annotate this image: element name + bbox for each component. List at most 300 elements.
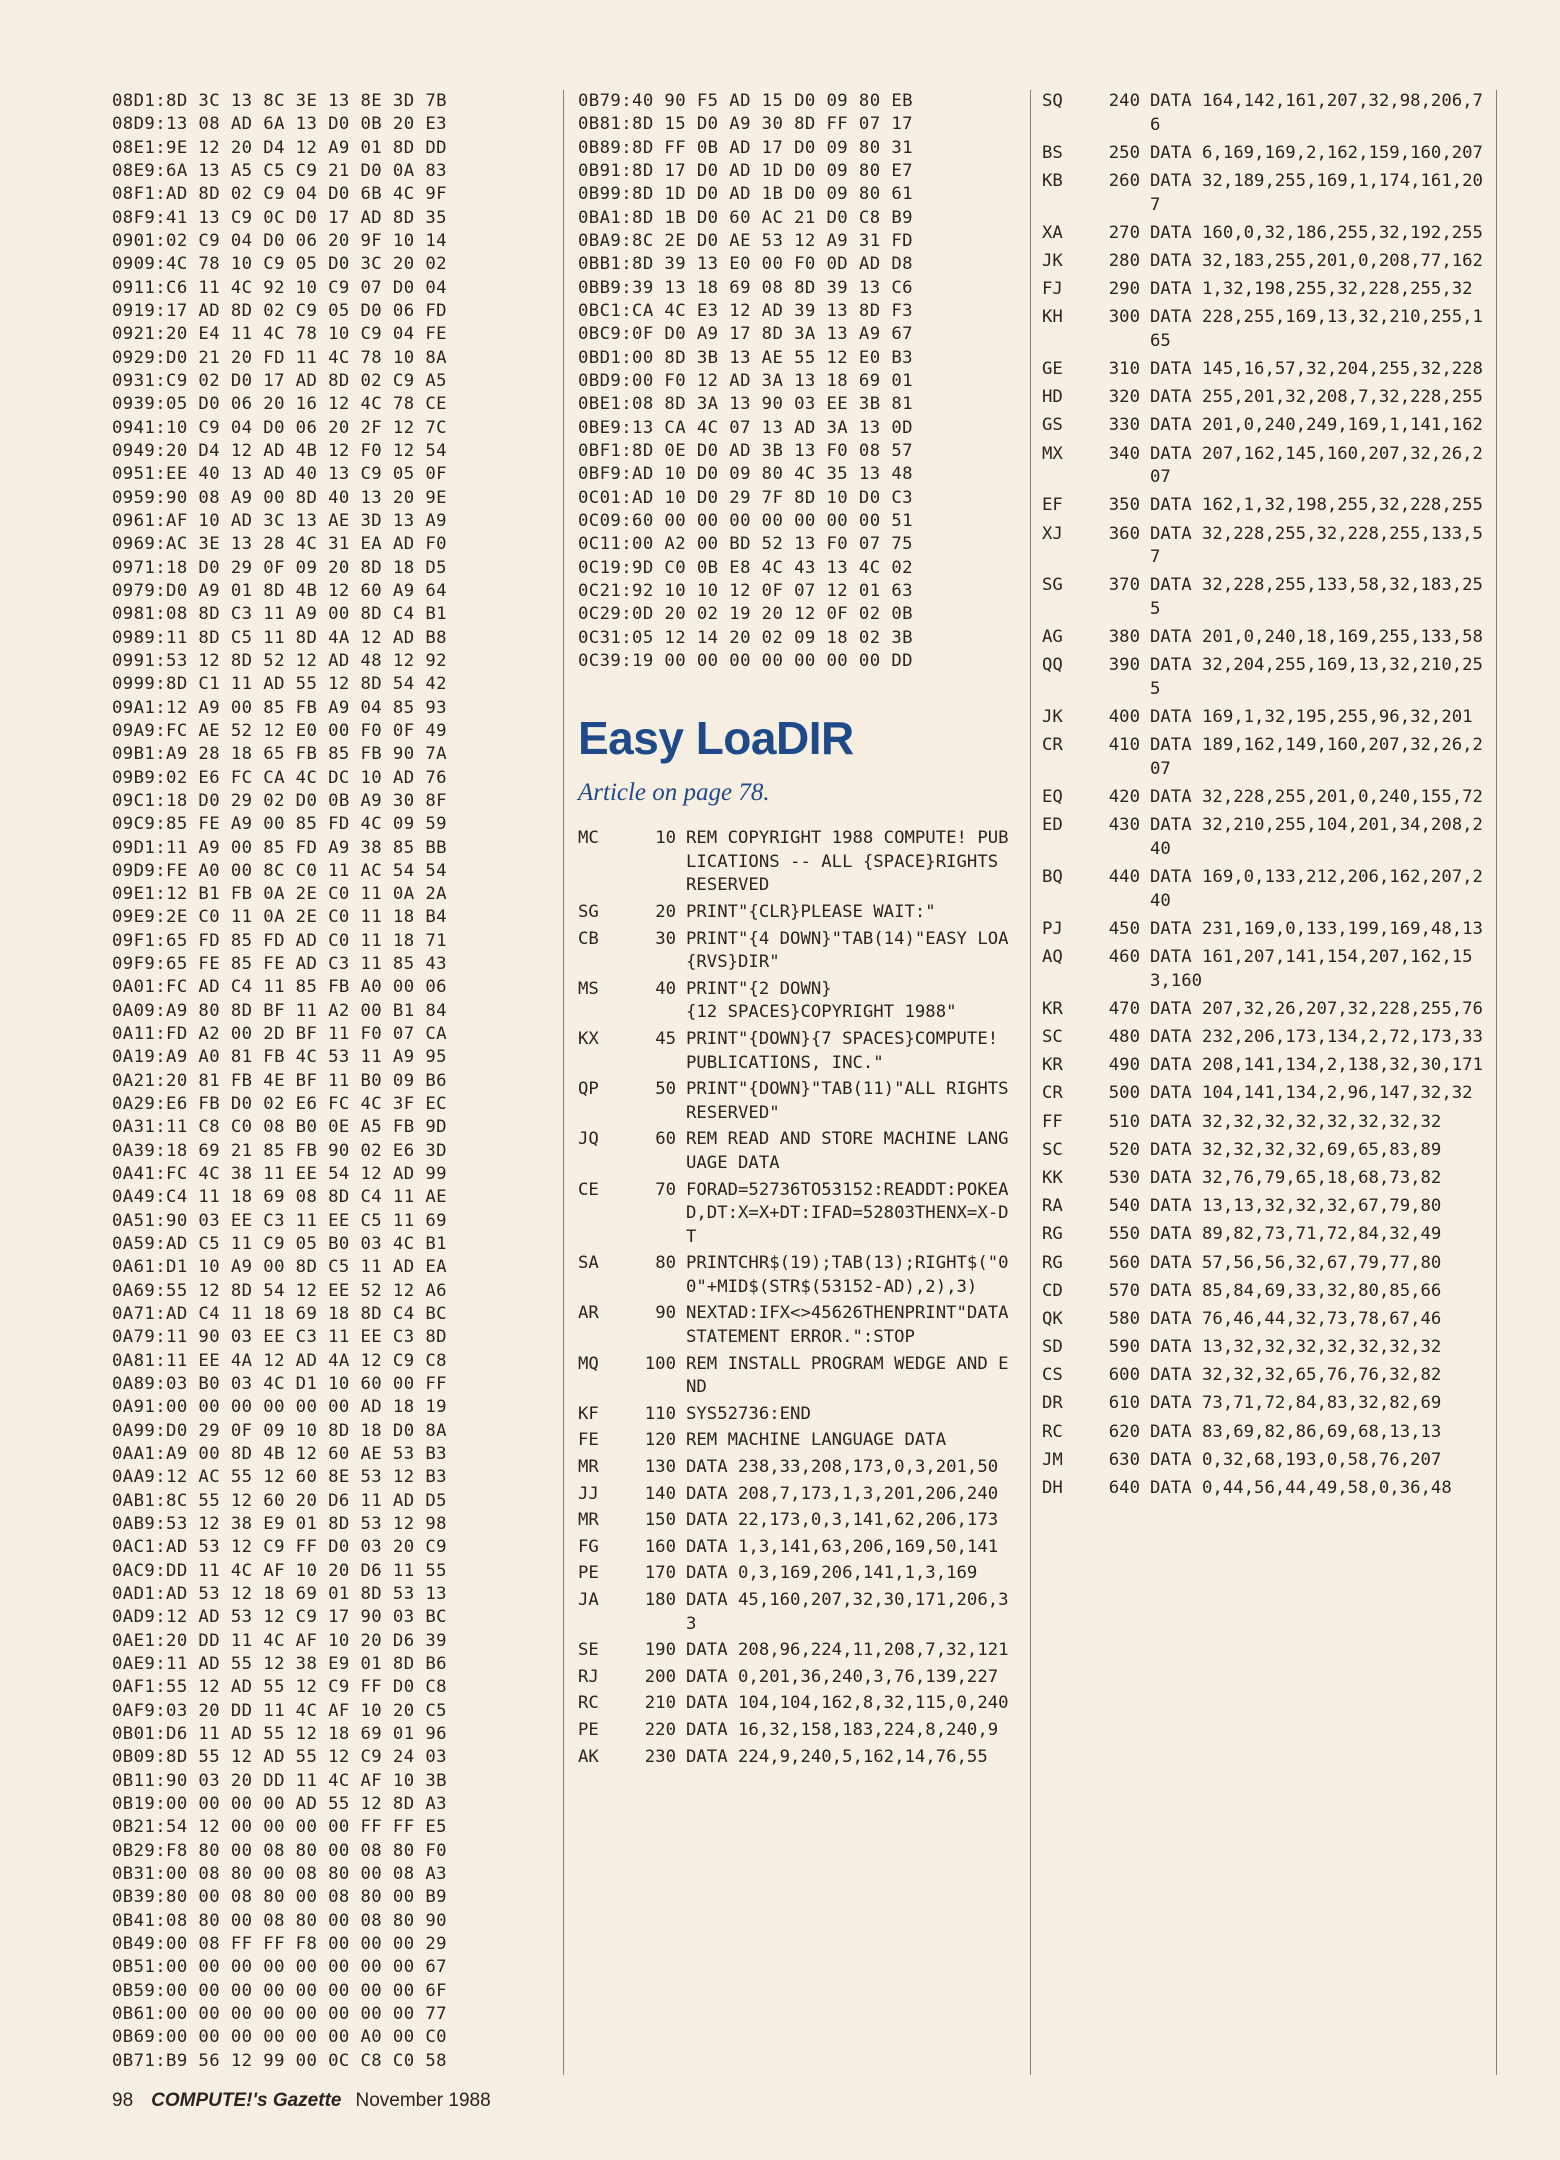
hex-line: 08F1:AD 8D 02 C9 04 D0 6B 4C 9F xyxy=(112,184,447,205)
hex-line: 0B11:90 03 20 DD 11 4C AF 10 3B xyxy=(112,1770,447,1791)
statement-text: DATA 207,32,26,207,32,228,255,76 xyxy=(1150,998,1483,1019)
hex-line: 0A39:18 69 21 85 FB 90 02 E6 3D xyxy=(112,1140,447,1161)
hex-line: 0C29:0D 20 02 19 20 12 0F 02 0B xyxy=(578,604,913,625)
basic-statement xyxy=(1042,1111,1492,1135)
basic-statement xyxy=(1042,414,1492,438)
line-number: 570 xyxy=(1108,1280,1140,1301)
statement-text: DATA 32,183,255,201,0,208,77,162 xyxy=(1150,250,1483,271)
checksum: XJ xyxy=(1042,523,1063,544)
hex-line: 0901:02 C9 04 D0 06 20 9F 10 14 xyxy=(112,230,447,251)
checksum: FF xyxy=(1042,1111,1063,1132)
statement-text: DATA 83,69,82,86,69,68,13,13 xyxy=(1150,1421,1442,1442)
hex-line: 0A99:D0 29 0F 09 10 8D 18 D0 8A xyxy=(112,1420,447,1441)
checksum: SG xyxy=(578,901,599,922)
checksum: JQ xyxy=(578,1129,599,1150)
hex-line: 0BE9:13 CA 4C 07 13 AD 3A 13 0D xyxy=(578,417,913,438)
statement-text: DATA 231,169,0,133,199,169,48,13 xyxy=(1150,918,1483,939)
hex-line: 09B1:A9 28 18 65 FB 85 FB 90 7A xyxy=(112,744,447,765)
hex-line: 0A89:03 B0 03 4C D1 10 60 00 FF xyxy=(112,1374,447,1395)
checksum: AK xyxy=(578,1746,599,1767)
line-number: 400 xyxy=(1108,707,1140,728)
line-number: 260 xyxy=(1108,170,1140,191)
hex-listing-column-2 xyxy=(578,90,1018,673)
basic-statement xyxy=(1042,1026,1492,1050)
hex-line: 0BD1:00 8D 3B 13 AE 55 12 E0 B3 xyxy=(578,347,913,368)
basic-statement xyxy=(578,1028,1018,1075)
hex-line: 0951:EE 40 13 AD 40 13 C9 05 0F xyxy=(112,464,447,485)
basic-statement xyxy=(578,901,1018,925)
checksum: PE xyxy=(578,1563,599,1584)
line-number: 330 xyxy=(1108,415,1140,436)
basic-statement xyxy=(1042,1477,1492,1501)
basic-statement xyxy=(1042,142,1492,166)
statement-text: DATA 32,210,255,104,201,34,208,240 xyxy=(1150,815,1483,859)
line-number: 130 xyxy=(644,1457,676,1478)
basic-statement xyxy=(578,1456,1018,1480)
statement-text: DATA 224,9,240,5,162,14,76,55 xyxy=(686,1746,988,1767)
checksum: DR xyxy=(1042,1393,1063,1414)
line-number: 490 xyxy=(1108,1055,1140,1076)
checksum: MR xyxy=(578,1510,599,1531)
statement-text: DATA 32,32,32,65,76,76,32,82 xyxy=(1150,1365,1442,1386)
statement-text: DATA 0,3,169,206,141,1,3,169 xyxy=(686,1563,978,1584)
statement-text: DATA 162,1,32,198,255,32,228,255 xyxy=(1150,495,1483,516)
line-number: 430 xyxy=(1108,815,1140,836)
checksum: JA xyxy=(578,1590,599,1611)
line-number: 50 xyxy=(655,1079,676,1100)
checksum: RG xyxy=(1042,1224,1063,1245)
basic-statement xyxy=(578,1179,1018,1250)
hex-line: 0A09:A9 80 8D BF 11 A2 00 B1 84 xyxy=(112,1000,447,1021)
hex-line: 09A9:FC AE 52 12 E0 00 F0 0F 49 xyxy=(112,720,447,741)
hex-line: 0AB9:53 12 38 E9 01 8D 53 12 98 xyxy=(112,1514,447,1535)
hex-line: 0A69:55 12 8D 54 12 EE 52 12 A6 xyxy=(112,1280,447,1301)
line-number: 300 xyxy=(1108,307,1140,328)
statement-text: DATA 201,0,240,18,169,255,133,58 xyxy=(1150,627,1483,648)
basic-statement xyxy=(578,1078,1018,1125)
basic-statement xyxy=(1042,998,1492,1022)
statement-text: DATA 32,228,255,32,228,255,133,57 xyxy=(1150,523,1483,568)
line-number: 20 xyxy=(655,901,676,922)
statement-text: DATA 45,160,207,32,30,171,206,33 xyxy=(686,1590,1009,1634)
basic-statement xyxy=(1042,1167,1492,1191)
basic-statement xyxy=(1042,1336,1492,1360)
checksum: FG xyxy=(578,1536,599,1557)
basic-statement xyxy=(578,1639,1018,1663)
hex-line: 0B81:8D 15 D0 A9 30 8D FF 07 17 xyxy=(578,114,913,135)
line-number: 500 xyxy=(1108,1083,1140,1104)
line-number: 180 xyxy=(644,1590,676,1611)
hex-line: 0A19:A9 A0 81 FB 4C 53 11 A9 95 xyxy=(112,1047,447,1068)
line-number: 600 xyxy=(1108,1365,1140,1386)
article-subtitle: Article on page 78. xyxy=(578,779,770,807)
hex-line: 0B61:00 00 00 00 00 00 00 00 77 xyxy=(112,2003,447,2024)
line-number: 320 xyxy=(1108,387,1140,408)
basic-statement xyxy=(1042,250,1492,274)
basic-statement xyxy=(578,1252,1018,1299)
hex-line: 0BC9:0F D0 A9 17 8D 3A 13 A9 67 xyxy=(578,324,913,345)
hex-line: 0AA1:A9 00 8D 4B 12 60 AE 53 B3 xyxy=(112,1444,447,1465)
line-number: 160 xyxy=(644,1536,676,1557)
line-number: 480 xyxy=(1108,1027,1140,1048)
hex-line: 0B21:54 12 00 00 00 00 FF FF E5 xyxy=(112,1817,447,1838)
hex-line: 0A49:C4 11 18 69 08 8D C4 11 AE xyxy=(112,1187,447,1208)
basic-statement xyxy=(578,1719,1018,1743)
hex-line: 0931:C9 02 D0 17 AD 8D 02 C9 A5 xyxy=(112,370,447,391)
column-divider-2 xyxy=(1030,90,1031,2075)
checksum: JK xyxy=(1042,707,1063,728)
checksum: GE xyxy=(1042,359,1063,380)
checksum: CE xyxy=(578,1179,599,1200)
basic-statement xyxy=(578,978,1018,1025)
hex-line: 0A51:90 03 EE C3 11 EE C5 11 69 xyxy=(112,1210,447,1231)
line-number: 560 xyxy=(1108,1252,1140,1273)
issue-date: November 1988 xyxy=(355,2090,491,2111)
basic-statement xyxy=(1042,706,1492,730)
statement-text: DATA 0,32,68,193,0,58,76,207 xyxy=(1150,1449,1442,1470)
statement-text: DATA 13,32,32,32,32,32,32,32 xyxy=(1150,1337,1442,1358)
statement-text: DATA 189,162,149,160,207,32,26,207 xyxy=(1150,735,1483,779)
basic-statement xyxy=(1042,1308,1492,1332)
hex-line: 0959:90 08 A9 00 8D 40 13 20 9E xyxy=(112,487,447,508)
statement-text: DATA 6,169,169,2,162,159,160,207 xyxy=(1150,142,1483,163)
hex-line: 0A59:AD C5 11 C9 05 B0 03 4C B1 xyxy=(112,1234,447,1255)
checksum: CD xyxy=(1042,1280,1063,1301)
basic-statement xyxy=(1042,494,1492,518)
line-number: 100 xyxy=(644,1353,676,1374)
hex-line: 0B91:8D 17 D0 AD 1D D0 09 80 E7 xyxy=(578,160,913,181)
hex-line: 0939:05 D0 06 20 16 12 4C 78 CE xyxy=(112,394,447,415)
basic-statement xyxy=(1042,358,1492,382)
checksum: KR xyxy=(1042,1055,1063,1076)
statement-text: PRINTCHR$(19);TAB(13);RIGHT$("00"+MID$(STR$(53152-AD),2),3) xyxy=(686,1253,1009,1297)
checksum: MX xyxy=(1042,443,1063,464)
hex-line: 0969:AC 3E 13 28 4C 31 EA AD F0 xyxy=(112,534,447,555)
hex-line: 08E1:9E 12 20 D4 12 A9 01 8D DD xyxy=(112,137,447,158)
statement-text: DATA 145,16,57,32,204,255,32,228 xyxy=(1150,359,1483,380)
hex-line: 0A81:11 EE 4A 12 AD 4A 12 C9 C8 xyxy=(112,1350,447,1371)
line-number: 510 xyxy=(1108,1111,1140,1132)
basic-statement xyxy=(1042,734,1492,781)
basic-statement xyxy=(1042,278,1492,302)
hex-line: 0B09:8D 55 12 AD 55 12 C9 24 03 xyxy=(112,1747,447,1768)
statement-text: DATA 208,96,224,11,208,7,32,121 xyxy=(686,1640,1009,1661)
statement-text: DATA 0,44,56,44,49,58,0,36,48 xyxy=(1150,1478,1452,1499)
hex-line: 09C9:85 FE A9 00 85 FD 4C 09 59 xyxy=(112,814,447,835)
basic-statement xyxy=(1042,306,1492,353)
hex-line: 0BB1:8D 39 13 E0 00 F0 0D AD D8 xyxy=(578,254,913,275)
hex-line: 09E1:12 B1 FB 0A 2E C0 11 0A 2A xyxy=(112,884,447,905)
hex-line: 0921:20 E4 11 4C 78 10 C9 04 FE xyxy=(112,324,447,345)
hex-line: 0929:D0 21 20 FD 11 4C 78 10 8A xyxy=(112,347,447,368)
statement-text: DATA 208,141,134,2,138,32,30,171 xyxy=(1150,1055,1483,1076)
hex-line: 0B31:00 08 80 00 08 80 00 08 A3 xyxy=(112,1863,447,1884)
basic-statement xyxy=(1042,626,1492,650)
checksum: CS xyxy=(1042,1365,1063,1386)
checksum: KH xyxy=(1042,307,1063,328)
line-number: 410 xyxy=(1108,735,1140,756)
line-number: 360 xyxy=(1108,523,1140,544)
line-number: 40 xyxy=(655,978,676,999)
checksum: SA xyxy=(578,1253,599,1274)
line-number: 240 xyxy=(1108,91,1140,111)
basic-statement xyxy=(578,1128,1018,1175)
hex-line: 0AA9:12 AC 55 12 60 8E 53 12 B3 xyxy=(112,1467,447,1488)
column-divider-3 xyxy=(1496,90,1497,2075)
checksum: FE xyxy=(578,1430,599,1451)
line-number: 270 xyxy=(1108,222,1140,243)
checksum: MR xyxy=(578,1457,599,1478)
hex-line: 0B01:D6 11 AD 55 12 18 69 01 96 xyxy=(112,1723,447,1744)
hex-line: 0C01:AD 10 D0 29 7F 8D 10 D0 C3 xyxy=(578,487,913,508)
checksum: BS xyxy=(1042,142,1063,163)
line-number: 200 xyxy=(644,1666,676,1687)
checksum: JK xyxy=(1042,250,1063,271)
checksum: AR xyxy=(578,1303,599,1324)
line-number: 140 xyxy=(644,1483,676,1504)
page-footer xyxy=(112,2090,491,2112)
checksum: RC xyxy=(1042,1421,1063,1442)
line-number: 150 xyxy=(644,1510,676,1531)
statement-text: DATA 104,141,134,2,96,147,32,32 xyxy=(1150,1083,1473,1104)
line-number: 520 xyxy=(1108,1139,1140,1160)
checksum: AG xyxy=(1042,627,1063,648)
hex-line: 0991:53 12 8D 52 12 AD 48 12 92 xyxy=(112,650,447,671)
basic-statement xyxy=(1042,386,1492,410)
statement-text: DATA 1,3,141,63,206,169,50,141 xyxy=(686,1536,999,1557)
hex-line: 09D9:FE A0 00 8C C0 11 AC 54 54 xyxy=(112,860,447,881)
hex-line: 08D9:13 08 AD 6A 13 D0 0B 20 E3 xyxy=(112,114,447,135)
line-number: 230 xyxy=(644,1746,676,1767)
hex-line: 0B39:80 00 08 80 00 08 80 00 B9 xyxy=(112,1887,447,1908)
hex-line: 09B9:02 E6 FC CA 4C DC 10 AD 76 xyxy=(112,767,447,788)
hex-line: 0A11:FD A2 00 2D BF 11 F0 07 CA xyxy=(112,1024,447,1045)
statement-text: PRINT"{DOWN}{7 SPACES}COMPUTE! PUBLICATIONS, INC." xyxy=(686,1028,1009,1073)
hex-line: 0C11:00 A2 00 BD 52 13 F0 07 75 xyxy=(578,534,913,555)
checksum: MQ xyxy=(578,1353,599,1374)
line-number: 390 xyxy=(1108,655,1140,676)
hex-line: 09A1:12 A9 00 85 FB A9 04 85 93 xyxy=(112,697,447,718)
hex-line: 09E9:2E C0 11 0A 2E C0 11 18 B4 xyxy=(112,907,447,928)
checksum: GS xyxy=(1042,415,1063,436)
statement-text: DATA 207,162,145,160,207,32,26,207 xyxy=(1150,443,1483,488)
statement-text: FORAD=52736TO53152:READDT:POKEAD,DT:X=X+DT:IFAD=52803THENX=X-DT xyxy=(686,1179,1009,1247)
basic-statement xyxy=(1042,866,1492,913)
line-number: 450 xyxy=(1108,918,1140,939)
basic-statement xyxy=(1042,1364,1492,1388)
hex-line: 0BC1:CA 4C E3 12 AD 39 13 8D F3 xyxy=(578,300,913,321)
hex-line: 0B41:08 80 00 08 80 00 08 80 90 xyxy=(112,1910,447,1931)
checksum: ED xyxy=(1042,815,1063,836)
line-number: 220 xyxy=(644,1719,676,1740)
statement-text: DATA 169,1,32,195,255,96,32,201 xyxy=(1150,707,1473,728)
checksum: SQ xyxy=(1042,91,1063,111)
statement-text: DATA 32,32,32,32,69,65,83,89 xyxy=(1150,1139,1442,1160)
hex-line: 0979:D0 A9 01 8D 4B 12 60 A9 64 xyxy=(112,580,447,601)
basic-statement xyxy=(1042,443,1492,490)
line-number: 460 xyxy=(1108,947,1140,968)
hex-line: 0949:20 D4 12 AD 4B 12 F0 12 54 xyxy=(112,440,447,461)
checksum: FJ xyxy=(1042,279,1063,300)
hex-line: 0B79:40 90 F5 AD 15 D0 09 80 EB xyxy=(578,91,913,111)
basic-statement xyxy=(1042,946,1492,993)
line-number: 280 xyxy=(1108,250,1140,271)
hex-line: 0AF1:55 12 AD 55 12 C9 FF D0 C8 xyxy=(112,1677,447,1698)
hex-line: 0BB9:39 13 18 69 08 8D 39 13 C6 xyxy=(578,277,913,298)
statement-text: DATA 164,142,161,207,32,98,206,76 xyxy=(1150,91,1483,135)
hex-line: 0B99:8D 1D D0 AD 1B D0 09 80 61 xyxy=(578,184,913,205)
statement-text: PRINT"{4 DOWN}"TAB(14)"EASY LOA{RVS}DIR" xyxy=(686,928,1009,973)
hex-line: 09D1:11 A9 00 85 FD A9 38 85 BB xyxy=(112,837,447,858)
statement-text: DATA 32,76,79,65,18,68,73,82 xyxy=(1150,1167,1442,1188)
checksum: XA xyxy=(1042,222,1063,243)
statement-text: DATA 32,32,32,32,32,32,32,32 xyxy=(1150,1111,1442,1132)
line-number: 80 xyxy=(655,1253,676,1274)
line-number: 530 xyxy=(1108,1167,1140,1188)
statement-text: DATA 16,32,158,183,224,8,240,9 xyxy=(686,1719,999,1740)
hex-line: 08F9:41 13 C9 0C D0 17 AD 8D 35 xyxy=(112,207,447,228)
hex-line: 0BE1:08 8D 3A 13 90 03 EE 3B 81 xyxy=(578,394,913,415)
hex-line: 0A61:D1 10 A9 00 8D C5 11 AD EA xyxy=(112,1257,447,1278)
statement-text: SYS52736:END xyxy=(686,1403,811,1424)
line-number: 640 xyxy=(1108,1478,1140,1499)
basic-listing-column-3 xyxy=(1042,90,1492,1505)
hex-line: 0BA1:8D 1B D0 60 AC 21 D0 C8 B9 xyxy=(578,207,913,228)
checksum: EQ xyxy=(1042,787,1063,808)
checksum: CR xyxy=(1042,1083,1063,1104)
checksum: MC xyxy=(578,828,599,849)
line-number: 370 xyxy=(1108,575,1140,596)
checksum: KF xyxy=(578,1403,599,1424)
line-number: 610 xyxy=(1108,1393,1140,1414)
hex-line: 0AB1:8C 55 12 60 20 D6 11 AD D5 xyxy=(112,1490,447,1511)
line-number: 550 xyxy=(1108,1224,1140,1245)
statement-text: DATA 76,46,44,32,73,78,67,46 xyxy=(1150,1308,1442,1329)
line-number: 380 xyxy=(1108,627,1140,648)
hex-line: 0AD1:AD 53 12 18 69 01 8D 53 13 xyxy=(112,1584,447,1604)
statement-text: DATA 73,71,72,84,83,32,82,69 xyxy=(1150,1393,1442,1414)
hex-line: 0A31:11 C8 C0 08 B0 0E A5 FB 9D xyxy=(112,1117,447,1138)
line-number: 540 xyxy=(1108,1196,1140,1217)
checksum: RG xyxy=(1042,1252,1063,1273)
checksum: DH xyxy=(1042,1478,1063,1499)
basic-statement xyxy=(578,1509,1018,1533)
column-divider-1 xyxy=(563,90,564,2075)
hex-line: 0B51:00 00 00 00 00 00 00 00 67 xyxy=(112,1957,447,1978)
hex-line: 0A79:11 90 03 EE C3 11 EE C3 8D xyxy=(112,1327,447,1348)
statement-text: DATA 1,32,198,255,32,228,255,32 xyxy=(1150,279,1473,300)
hex-line: 0C19:9D C0 0B E8 4C 43 13 4C 02 xyxy=(578,557,913,578)
checksum: JM xyxy=(1042,1449,1063,1470)
checksum: MS xyxy=(578,978,599,999)
hex-line: 0A91:00 00 00 00 00 00 AD 18 19 xyxy=(112,1397,447,1418)
hex-line: 08D1:8D 3C 13 8C 3E 13 8E 3D 7B xyxy=(112,91,447,111)
statement-text: DATA 32,228,255,133,58,32,183,255 xyxy=(1150,575,1483,619)
basic-statement xyxy=(1042,90,1492,137)
checksum: BQ xyxy=(1042,867,1063,888)
statement-text: DATA 232,206,173,134,2,72,173,33 xyxy=(1150,1027,1483,1048)
hex-line: 0981:08 8D C3 11 A9 00 8D C4 B1 xyxy=(112,604,447,625)
basic-statement xyxy=(1042,1195,1492,1219)
basic-statement xyxy=(1042,1421,1492,1445)
hex-line: 0919:17 AD 8D 02 C9 05 D0 06 FD xyxy=(112,300,447,321)
hex-line: 09F9:65 FE 85 FE AD C3 11 85 43 xyxy=(112,954,447,975)
line-number: 580 xyxy=(1108,1308,1140,1329)
basic-statement xyxy=(578,1429,1018,1453)
hex-line: 0AD9:12 AD 53 12 C9 17 90 03 BC xyxy=(112,1607,447,1628)
basic-statement xyxy=(578,1536,1018,1560)
hex-line: 0B71:B9 56 12 99 00 0C C8 C0 58 xyxy=(112,2050,447,2071)
article-title: Easy LoaDIR xyxy=(578,712,854,765)
basic-statement xyxy=(1042,654,1492,701)
basic-statement xyxy=(578,1666,1018,1690)
line-number: 250 xyxy=(1108,142,1140,163)
hex-line: 0999:8D C1 11 AD 55 12 8D 54 42 xyxy=(112,674,447,695)
publication-name: COMPUTE!'s Gazette xyxy=(151,2090,342,2111)
line-number: 470 xyxy=(1108,998,1140,1019)
hex-line: 0C31:05 12 14 20 02 09 18 02 3B xyxy=(578,627,913,648)
statement-text: DATA 22,173,0,3,141,62,206,173 xyxy=(686,1510,999,1531)
hex-line: 0B59:00 00 00 00 00 00 00 00 6F xyxy=(112,1980,447,2001)
line-number: 120 xyxy=(644,1430,676,1451)
hex-line: 0AE9:11 AD 55 12 38 E9 01 8D B6 xyxy=(112,1653,447,1674)
hex-line: 0C09:60 00 00 00 00 00 00 00 51 xyxy=(578,510,913,531)
hex-line: 09F1:65 FD 85 FD AD C0 11 18 71 xyxy=(112,930,447,951)
checksum: SC xyxy=(1042,1139,1063,1160)
line-number: 190 xyxy=(644,1640,676,1661)
checksum: QP xyxy=(578,1079,599,1100)
statement-text: DATA 238,33,208,173,0,3,201,50 xyxy=(686,1457,999,1478)
checksum: CR xyxy=(1042,735,1063,756)
basic-statement xyxy=(1042,786,1492,810)
hex-line: 0C39:19 00 00 00 00 00 00 00 DD xyxy=(578,650,913,671)
hex-line: 0941:10 C9 04 D0 06 20 2F 12 7C xyxy=(112,417,447,438)
hex-line: 0A29:E6 FB D0 02 E6 FC 4C 3F EC xyxy=(112,1094,447,1115)
statement-text: DATA 201,0,240,249,169,1,141,162 xyxy=(1150,415,1483,436)
basic-statement xyxy=(1042,1139,1492,1163)
statement-text: DATA 32,189,255,169,1,174,161,207 xyxy=(1150,170,1483,215)
basic-statement xyxy=(578,928,1018,975)
hex-line: 0A21:20 81 FB 4E BF 11 B0 09 B6 xyxy=(112,1070,447,1091)
basic-statement xyxy=(578,827,1018,898)
checksum: RJ xyxy=(578,1666,599,1687)
statement-text: DATA 85,84,69,33,32,80,85,66 xyxy=(1150,1280,1442,1301)
line-number: 70 xyxy=(655,1179,676,1200)
basic-statement xyxy=(578,1746,1018,1770)
hex-line: 0909:4C 78 10 C9 05 D0 3C 20 02 xyxy=(112,254,447,275)
checksum: SD xyxy=(1042,1337,1063,1358)
basic-statement xyxy=(1042,1054,1492,1078)
line-number: 290 xyxy=(1108,279,1140,300)
basic-statement xyxy=(578,1692,1018,1716)
basic-statement xyxy=(1042,1280,1492,1304)
statement-text: PRINT"{CLR}PLEASE WAIT:" xyxy=(686,901,936,922)
checksum: SG xyxy=(1042,575,1063,596)
checksum: KK xyxy=(1042,1167,1063,1188)
basic-statement xyxy=(578,1353,1018,1400)
statement-text: DATA 32,204,255,169,13,32,210,255 xyxy=(1150,655,1483,699)
basic-statement xyxy=(1042,222,1492,246)
hex-line: 0B29:F8 80 00 08 80 00 08 80 F0 xyxy=(112,1840,447,1861)
statement-text: DATA 228,255,169,13,32,210,255,165 xyxy=(1150,307,1483,351)
basic-statement xyxy=(578,1302,1018,1349)
hex-listing-column-1 xyxy=(112,90,550,2073)
line-number: 110 xyxy=(644,1403,676,1424)
statement-text: DATA 208,7,173,1,3,201,206,240 xyxy=(686,1483,999,1504)
checksum: PJ xyxy=(1042,918,1063,939)
basic-statement xyxy=(578,1483,1018,1507)
checksum: PE xyxy=(578,1719,599,1740)
